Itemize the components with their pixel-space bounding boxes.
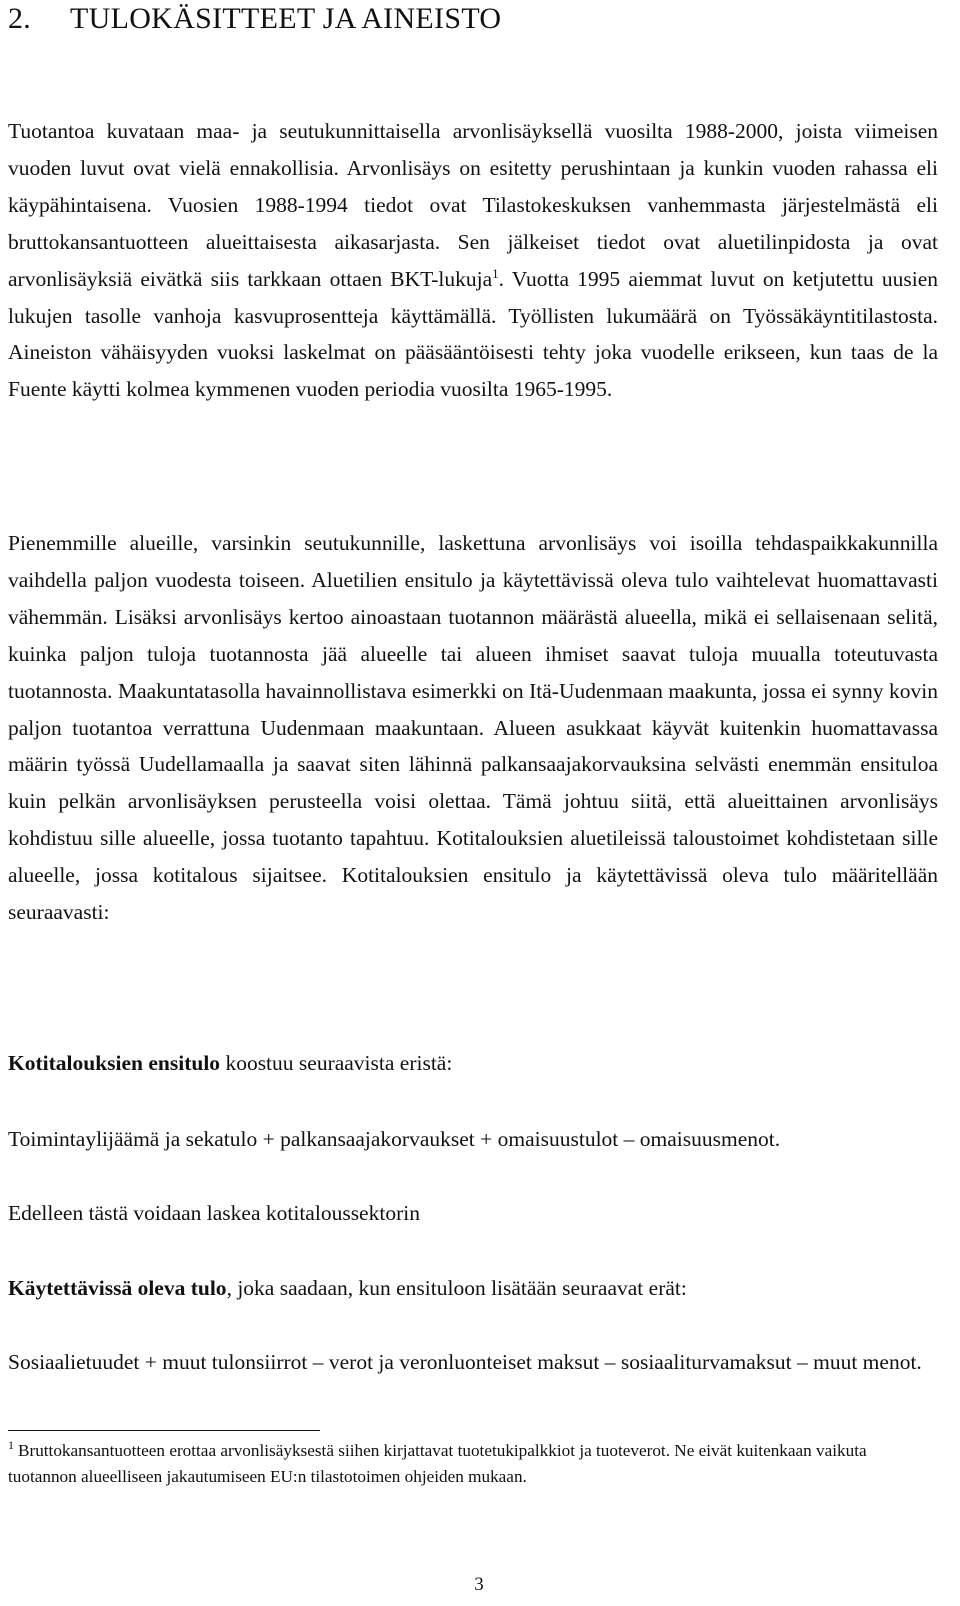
section-title: TULOKÄSITTEET JA AINEISTO (70, 2, 502, 35)
definition-primary-income (8, 1045, 938, 1082)
paragraph-text: Tuotantoa kuvataan maa- ja seutukunnittaisella arvonlisäyksellä vuosilta 1988-2000, joista viimeisen vuoden luvut ovat vielä ennakollisia. Arvonlisäys on esitetty perushintaan ja kunkin vuoden rahassa eli käypähintaisena. Vuosien 1988-1994 tiedot ovat Tilastokeskuksen vanhemmasta järjestelmästä eli bruttokansantuotteen alueittaisesta aikasarjasta. Sen jälkeiset tiedot ovat aluetilinpidosta ja ovat arvonlisäyksiä eivätkä siis tarkkaan ottaen BKT-lukuja (8, 119, 938, 291)
term-primary-income: Kotitalouksien ensitulo (8, 1051, 221, 1075)
section-heading (8, 2, 501, 36)
note-sector: Edelleen tästä voidaan laskea kotitaloussektorin (8, 1201, 420, 1225)
definition-text: koostuu seuraavista eristä: (220, 1051, 453, 1075)
footnote-text: Bruttokansantuotteen erottaa arvonlisäyksestä siihen kirjattavat tuotetukipalkkiot ja tuoteverot. Ne eivät kuitenkaan vaikuta tuotannon alueelliseen jakautumiseen EU:n tilastotoimen ohjeiden mukaan. (8, 1441, 867, 1486)
footnote-divider (8, 1430, 320, 1431)
formula-primary-income: Toimintaylijäämä ja sekatulo + palkansaajakorvaukset + omaisuustulot – omaisuusmenot. (8, 1127, 781, 1151)
section-number: 2. (8, 2, 32, 35)
term-disposable-income: Käytettävissä oleva tulo (8, 1276, 227, 1300)
paragraph-data-sources (8, 113, 938, 408)
footnote-mark: 1 (8, 1438, 14, 1453)
paragraph-regional-income: Pienemmille alueille, varsinkin seutukunnille, laskettuna arvonlisäys voi isoilla tehdaspaikkakunnilla vaihdella paljon vuodesta toiseen. Aluetilien ensitulo ja käytettävissä oleva tulo vaihtelevat huomattavasti vähemmän. Lisäksi arvonlisäys kertoo ainoastaan tuotannon määrästä alueella, mikä ei sellaisenaan selitä, kuinka paljon tuloja tuotannosta jää alueelle tai alueen ihmiset saavat tuloja muualla toteutuvasta tuotannosta. Maakuntatasolla havainnollistava esimerkki on Itä-Uudenmaan maakunta, jossa ei synny kovin paljon tuotantoa verrattuna Uudenmaan maakuntaan. Alueen asukkaat käyvät kuitenkin huomattavassa määrin työssä Uudellamaalla ja saavat siten lähinnä palkansaajakorvauksina selvästi enemmän ensituloa kuin pelkän arvonlisäyksen perusteella voisi olettaa. Tämä johtuu siitä, että alueittainen arvonlisäys kohdistuu sille alueelle, jossa tuotanto tapahtuu. Kotitalouksien aluetileissä taloustoimet kohdistetaan sille alueelle, jossa kotitalous sijaitsee. Kotitalouksien ensitulo ja käytettävissä oleva tulo määritellään seuraavasti: (8, 531, 938, 925)
paragraph-text: . Vuotta 1995 aiemmat luvut on ketjutettu uusien lukujen tasolle vanhoja kasvuprosentteja käyttämällä. Työllisten lukumäärä on Työssäkäyntitilastosta. Aineiston vähäisyyden vuoksi laskelmat on pääsääntöisesti tehty joka vuodelle erikseen, kun taas de la Fuente käytti kolmea kymmenen vuoden periodia vuosilta 1965-1995. (8, 266, 938, 402)
definition-text: , joka saadaan, kun ensituloon lisätään seuraavat erät: (226, 1276, 687, 1300)
footnote (8, 1438, 938, 1490)
footnote-reference[interactable]: 1 (492, 265, 499, 281)
page-number: 3 (474, 1574, 484, 1595)
definition-disposable-income (8, 1270, 938, 1307)
formula-disposable-income: Sosiaalietuudet + muut tulonsiirrot – verot ja veronluonteiset maksut – sosiaaliturvamaksut – muut menot. (8, 1350, 922, 1374)
